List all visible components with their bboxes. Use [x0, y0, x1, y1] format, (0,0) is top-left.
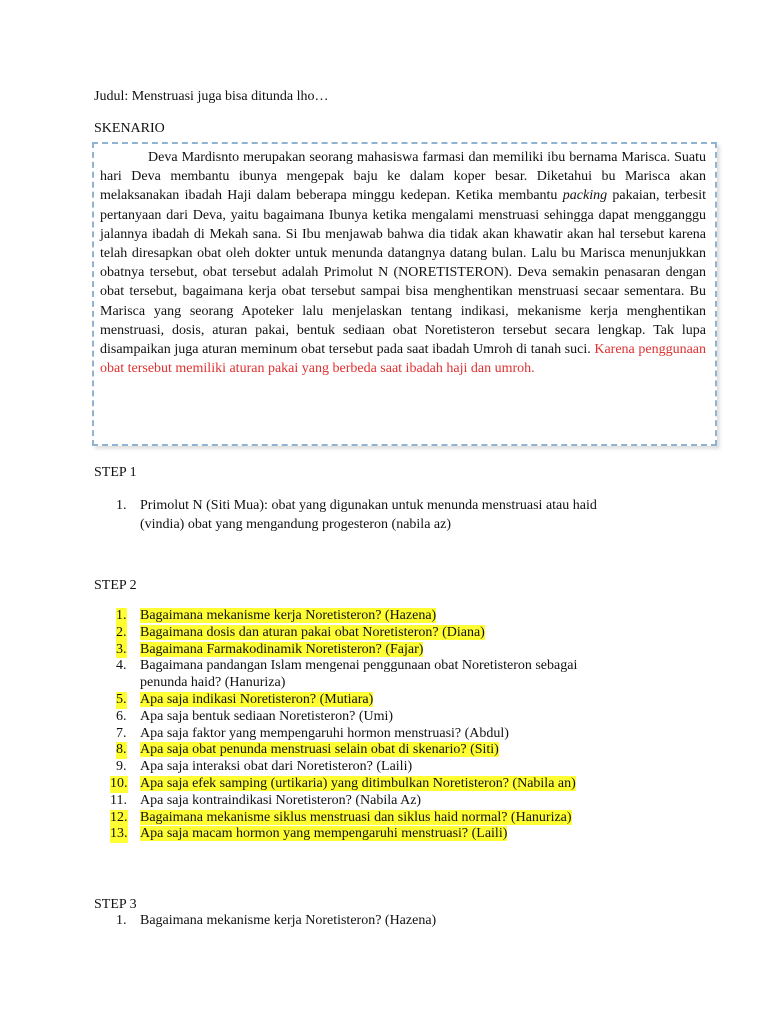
- list-text: Apa saja interaksi obat dari Noretisteron? (Laili): [140, 759, 413, 775]
- list-text: Apa saja macam hormon yang mempengaruhi menstruasi? (Laili): [140, 826, 508, 842]
- list-text: Apa saja faktor yang mempengaruhi hormon menstruasi? (Abdul): [140, 725, 509, 741]
- skenario-italic-word: packing: [562, 188, 608, 204]
- list-text: Bagaimana mekanisme kerja Noretisteron? (Hazena): [140, 608, 437, 623]
- list-number: 13.: [110, 826, 128, 842]
- step3-heading: STEP 3: [94, 897, 137, 912]
- document-title: Judul: Menstruasi juga bisa ditunda lho…: [94, 89, 329, 104]
- list-item: [116, 742, 577, 759]
- step2-list: [110, 608, 578, 843]
- list-text: Bagaimana mekanisme kerja Noretisteron? (Hazena): [140, 913, 437, 928]
- list-text: Apa saja bentuk sediaan Noretisteron? (Umi): [140, 708, 394, 724]
- list-text-continued: penunda haid? (Hanuriza): [140, 675, 286, 691]
- step2-heading: STEP 2: [94, 578, 137, 593]
- list-number: 9.: [116, 759, 127, 775]
- list-text: Bagaimana mekanisme siklus menstruasi dan siklus haid normal? (Hanuriza): [140, 809, 572, 825]
- list-number: 7.: [116, 725, 127, 741]
- list-text: Primolut N (Siti Mua): obat yang digunakan untuk menunda menstruasi atau haid: [140, 498, 597, 513]
- list-number: 11.: [110, 792, 127, 808]
- list-text: Bagaimana pandangan Islam mengenai penggunaan obat Noretisteron sebagai: [140, 658, 578, 674]
- list-number: 1.: [116, 608, 127, 623]
- step1-heading: STEP 1: [94, 465, 137, 480]
- skenario-text-part: Deva Mardisnto merupakan seorang mahasiswa farmasi dan memiliki ibu bernama Marisca. Suatu hari Deva membantu ibunya mengepak baju ke dalam koper besar. Diketahui bu Marisca akan melaksanakan ibadah Haji dalam beberapa minggu kedepan. Ketika membantu: [100, 150, 706, 204]
- list-number: 1.: [116, 913, 127, 928]
- list-text: Bagaimana Farmakodinamik Noretisteron? (Fajar): [140, 641, 424, 657]
- list-item: [116, 913, 436, 930]
- list-item: [116, 759, 577, 776]
- list-number: 6.: [116, 708, 127, 724]
- skenario-red-sentence: Karena penggunaan obat tersebut memiliki aturan pakai yang berbeda saat ibadah haji dan umroh: [100, 342, 707, 377]
- list-number: 8.: [116, 742, 127, 758]
- step3-list: [116, 913, 436, 930]
- list-text: Apa saja indikasi Noretisteron? (Mutiara): [140, 691, 374, 707]
- list-text: Apa saja efek samping (urtikaria) yang ditimbulkan Noretisteron? (Nabila an): [140, 775, 576, 791]
- skenario-text: [100, 148, 706, 378]
- list-item: [116, 692, 577, 709]
- list-item: [116, 658, 577, 675]
- list-number: 1.: [116, 498, 127, 513]
- list-text: Apa saja kontraindikasi Noretisteron? (Nabila Az): [140, 792, 422, 808]
- list-number: 5.: [116, 691, 127, 707]
- list-item: [116, 709, 577, 726]
- list-number: 4.: [116, 658, 127, 674]
- step1-list: [116, 496, 597, 534]
- skenario-red-period: .: [531, 361, 535, 377]
- list-item: [116, 625, 577, 642]
- list-item: [110, 775, 577, 793]
- list-number: 3.: [116, 641, 127, 657]
- list-item: [116, 726, 577, 743]
- skenario-text-part: pakaian, terbesit pertanyaan dari Deva, yaitu bagaimana Ibunya ketika mengalami menstruasi sehingga dapat mengganggu jalannya ibadah di Mekah sana. Si Ibu menjawab bahwa dia tidak akan khawatir akan hal tersebut karena telah diresapkan obat oleh dokter untuk menunda datangnya datang bulan. Lalu bu Marisca menunjukkan obatnya tersebut, obat tersebut adalah Primolut N (NORETISTERON). Deva semakin penasaran dengan obat tersebut, bagaimana kerja obat tersebut sampai bisa menghentikan menstruasi secaar sementara. Bu Marisca yang seorang Apoteker lalu menjelaskan tentang indikasi, mekanisme kerja menghentikan menstruasi, dosis, aturan pakai, bentuk sediaan obat Noretisteron tersebut secara lengkap. Tak lupa disampaikan juga aturan meminum obat tersebut pada saat ibadah Umroh di tanah suci.: [100, 188, 706, 358]
- list-text: Apa saja obat penunda menstruasi selain obat di skenario? (Siti): [140, 742, 499, 758]
- list-item: [116, 608, 577, 625]
- list-item: [116, 642, 577, 659]
- list-item: [110, 826, 577, 843]
- skenario-heading: SKENARIO: [94, 121, 165, 136]
- list-item: [110, 792, 577, 810]
- list-text-continued: (vindia) obat yang mengandung progesteron (nabila az): [140, 517, 452, 532]
- list-number: 2.: [116, 624, 127, 640]
- list-item: [116, 496, 597, 534]
- list-text: Bagaimana dosis dan aturan pakai obat Noretisteron? (Diana): [140, 624, 485, 640]
- list-number: 12.: [110, 809, 128, 825]
- list-item: [110, 809, 577, 827]
- list-number: 10.: [110, 775, 128, 791]
